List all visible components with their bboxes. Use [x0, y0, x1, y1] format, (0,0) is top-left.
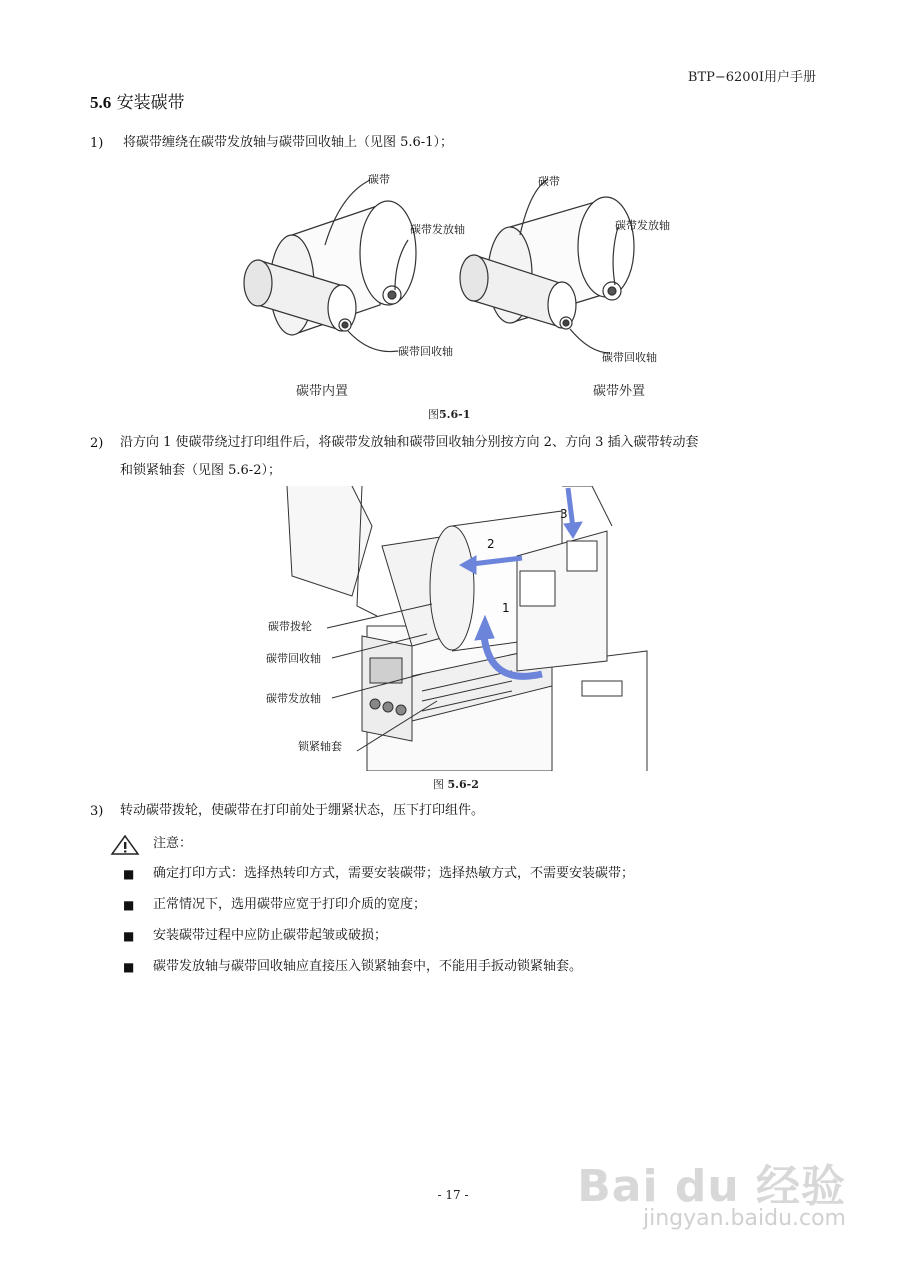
bullet-icon: ■ [123, 929, 135, 943]
fig1-left-caption: 碳带内置 [296, 384, 349, 399]
figure-5-6-1 [230, 165, 700, 375]
bullet-icon: ■ [123, 867, 135, 881]
section-title [90, 88, 185, 113]
printer-illustration [287, 486, 647, 771]
step-1-number: 1) [90, 136, 104, 151]
arrow-label-1: 1 [502, 601, 510, 615]
section-number: 5.6 [90, 93, 112, 112]
fig1-right-label-takeup: 碳带回收轴 [602, 351, 657, 364]
figure-5-6-2 [262, 486, 652, 771]
figure-5-6-2-caption [433, 776, 479, 792]
note-item-3: 安装碳带过程中应防止碳带起皱或破损； [153, 928, 388, 943]
note-item-2: 正常情况下，选用碳带应宽于打印介质的宽度； [153, 897, 427, 912]
arrow-label-2: 2 [487, 537, 495, 551]
fig1-left-label-supply: 碳带发放轴 [410, 223, 465, 236]
watermark-brand: Bai du 经验 [577, 1161, 846, 1212]
note-item-4: 碳带发放轴与碳带回收轴应直接压入锁紧轴套中，不能用手扳动锁紧轴套。 [153, 959, 583, 974]
ribbon-outside-illustration [460, 179, 634, 353]
fig2-caption-prefix: 图 [433, 778, 444, 791]
fig1-right-label-supply: 碳带发放轴 [615, 219, 670, 232]
fig2-label-lock-sleeve: 锁紧轴套 [298, 740, 342, 753]
warning-icon [110, 834, 140, 856]
section-title-text: 安装碳带 [116, 93, 185, 113]
fig1-right-label-ribbon: 碳带 [538, 175, 560, 188]
note-item-1: 确定打印方式：选择热转印方式，需要安装碳带；选择热敏方式，不需要安装碳带； [153, 866, 635, 881]
arrow-label-3: 3 [560, 507, 568, 521]
page-number: - 17 - [437, 1188, 469, 1202]
step-3-number: 3) [90, 804, 104, 819]
watermark-url: jingyan.baidu.com [642, 1206, 846, 1231]
step-2-text-line2: 和锁紧轴套（见图 5.6-2）； [120, 463, 281, 478]
bullet-icon: ■ [123, 960, 135, 974]
fig1-left-label-ribbon: 碳带 [368, 173, 390, 186]
step-1-text: 将碳带缠绕在碳带发放轴与碳带回收轴上（见图 5.6-1）； [123, 135, 453, 150]
step-3-text: 转动碳带拨轮，使碳带在打印前处于绷紧状态，压下打印组件。 [120, 803, 485, 818]
ribbon-inside-illustration [244, 180, 416, 352]
fig1-caption-prefix: 图 [428, 408, 439, 421]
fig2-caption-number: 5.6-2 [447, 778, 479, 791]
fig2-label-takeup: 碳带回收轴 [266, 652, 321, 665]
fig2-label-ribbon-wheel: 碳带拨轮 [268, 620, 312, 633]
bullet-icon: ■ [123, 898, 135, 912]
document-header: BTP−6200I用户手册 [687, 70, 816, 85]
fig1-caption-number: 5.6-1 [439, 408, 471, 421]
fig1-left-label-takeup: 碳带回收轴 [398, 345, 453, 358]
fig2-label-supply: 碳带发放轴 [266, 692, 321, 705]
fig1-right-caption: 碳带外置 [593, 384, 646, 399]
note-title: 注意： [153, 836, 193, 851]
figure-5-6-1-caption [428, 406, 470, 422]
step-2-number: 2) [90, 436, 104, 451]
step-2-text-line1: 沿方向 1 使碳带绕过打印组件后，将碳带发放轴和碳带回收轴分别按方向 2、方向 3 插入碳带转动套 [120, 435, 699, 450]
